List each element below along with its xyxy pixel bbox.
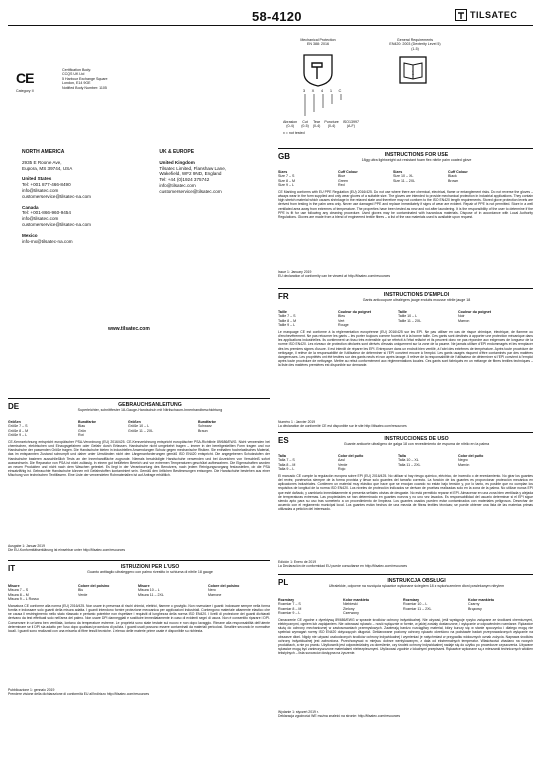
fr-size-table: Taille Couleur du poignet Taille Couleur du poignet Taille 7 – S Bleu Taille 10 – L Noir Taille 8 – M Vert Taille 11 – 2XL Marron Taille 9 – L Rouge <box>278 310 491 328</box>
gb-issue: Issue 1: January 2019 <box>278 270 312 274</box>
es-issue: Edición 1: Enero de 2019 <box>278 560 317 564</box>
label-iso13997: ISO13997 (A-F) <box>342 120 359 129</box>
ce-mark-text: CE <box>16 70 34 86</box>
ca-email[interactable]: info@tilsatec.com <box>22 216 59 222</box>
de-size-table: Größen Bundfarbe Größen Bundfarbe Größe 7 – S Blau Größe 10 – L Schwarz Größe 8 – M Grün Größe 11 – 2XL Braun Größe 9 – L Rot <box>8 420 216 438</box>
it-issue: Pubblicazione 1: gennaio 2019 <box>8 688 55 692</box>
it-footer <box>8 688 270 696</box>
de-issue: Ausgabe 1: Januar 2019 <box>8 544 45 548</box>
it-doc: Prendere visione della dichiarazione di conformità EU all'indirizzo http://tilsatec.com/resources <box>8 692 150 697</box>
us-phone: Tel: +001 877-466-8490 <box>22 182 71 188</box>
certification-body <box>62 68 142 90</box>
cert-body-line: London, E14 9GE <box>62 81 91 86</box>
label-cut: Cut (0-5) <box>301 120 309 129</box>
general-title: General Requirements <box>396 38 434 42</box>
it-subtitle: Guanto antitaglio ultraleggero con palmo rivestito in schiuma di nitrile 18 gauge <box>87 570 213 574</box>
fr-footer <box>278 420 533 428</box>
brand-logo <box>455 9 517 21</box>
mechanical-protection-title <box>288 38 348 47</box>
pl-size-table: Rozmiary Kolor mankietu Rozmiary Kolor mankietu Rozmiar 7 – S Niebieski Rozmiar 10 – L Czarny Rozmiar 8 – M Zielony Rozmiar 11 – 2XL Brązowy Rozmiar 9 – L Czerwony <box>278 598 495 616</box>
uk-title: United Kingdom <box>159 159 195 165</box>
de-footer <box>8 544 270 552</box>
cert-body-line: Notified Body Number: 1105 <box>62 85 107 90</box>
es-footer <box>278 560 533 568</box>
it-rule <box>8 560 270 561</box>
us-email[interactable]: info@tilsatec.com <box>22 187 59 193</box>
pl-rule <box>278 574 533 575</box>
de-subtitle: Superleichter, schnittfester 18-Gauge-Handschuh mit Nitrilschaum-Innenhandbeschichtung <box>77 408 223 412</box>
it-heading <box>30 564 270 574</box>
mx-email[interactable]: info-mx@tilsatec-na.com <box>22 238 73 244</box>
fr-title: INSTRUCTIONS D'EMPLOI <box>383 292 450 298</box>
fr-code: FR <box>278 292 289 301</box>
label-abrasion: Abrasion (0-4) <box>283 120 298 129</box>
pl-title: INSTRUKCJA OBSŁUGI <box>387 578 446 584</box>
general-note: (1-5) <box>411 46 419 51</box>
gb-rule <box>278 148 533 149</box>
pl-doc: Deklaracja zgodności WE można znaleźć na stronie: http://tilsatec.com/resources <box>278 714 401 719</box>
it-body: Marcatura CE conforme alla norma (EU) 2016/425. Non usare in presenza di rischi chimici, elettrici, fiamme o groviglio. Non rovesciare i guanti: indossare sempre nella forma fornita e indossare solo guanti della misura adatta. I guanti intendono fornire protezione meccanica per applicazioni industriali. Contengono materiale altamente elastico che ne causa il restringimento nello stato rilassato e pertanto potrebbe non rispettare i requisiti di lunghezza della norma ISO EN420. I livelli di protezione dei guanti dichiarati derivano da test effettuati solo nell'area del palmo. Non usare DPI danneggiati e sostituire immediatamente in caso di evidenti segni di usura. Non è consentito riparare i DPI. Conservare in un'area ben ventilata, lontano da temperature estreme. Le proprietà sono state testate sul nuovo e non dopo lavaggio. Rimane alla responsabilità dell'utente determinare se il DPI sia adatto per l'uso dopo qualsiasi procedura di pulizia. I guanti usati possono essere contaminati da materiali pericolosi. Smaltire secondo le normative locali. I guanti sono realizzati con una miscela di fibre tessili tecniche. L'elenco delle materie prime usate è disponibile su richiesta. <box>8 604 270 633</box>
north-america-block <box>22 150 129 244</box>
us-title: United States <box>22 176 52 182</box>
gb-code: GB <box>278 152 290 161</box>
gb-size-table: Sizes Cuff Colour Sizes Cuff Colour Size 7 – S Blue Size 10 – XL Black Size 8 – M Green Size 11 – 2XL Brown Size 9 – L Red <box>278 170 468 188</box>
address-line: 2935 E Roone Ave, <box>22 159 62 165</box>
es-body: El marcado CE cumple la regulación europea sobre EPI (EU) 2016/425. No utilizar si hay riesgo químico, eléctrico, de incendio o de enredamiento. No girar los guantes del revés; ponérselos siempre de la forma provista y llevar solo guantes del tamaño correcto. La función de los guantes es proporcionar protección mecánica en aplicaciones industriales. Contienen un material muy elástico que hace que se encojan cuando no están bajo tensión y, por lo tanto, es posible que no cumplan los requisitos de longitud de la norma ISO EN420. Los niveles de protección indicados se derivan de pruebas realizadas solo en la zona de la palma. No utilizar nunca EPI que esté dañado, y cambiarlo inmediatamente si presenta señales obvias de desgaste. No está permitido reparar el EPI. Almacenar en una zona bien ventilada y alejada de temperaturas extremas. Las propiedades se han determinado en guantes nuevos y no uno vez lavados. Es responsabilidad del usuario determinar si el EPI sigue siendo apto para su uso tras someterlo a un procedimiento de limpieza. Los guantes usados pueden estar contaminados con materiales peligrosos. Desechar de acuerdo con el reglamento municipal local. Los guantes están hechos de una mezcla de fibras textiles técnicas; se puede obtener una lista de las materias primas utilizadas a petición del interesado. <box>278 474 533 512</box>
it-title: ISTRUZIONI PER L'USO <box>120 564 180 570</box>
fr-rule <box>278 288 533 289</box>
uk-address-line: Wakefield, WF2 9ND, England <box>159 171 222 177</box>
fr-doc: La déclaration de conformité CE est disponible sur le site http://tilsatec.com/resources <box>278 424 407 429</box>
level-abrasion: 3 <box>302 88 306 93</box>
it-size-table: Misure Colore del polsino Misure Colore del polsino Misura 7 – S Blu Misura 10 – L Nero Misura 8 – M Verde Misura 11 – 2XL Marrone Misura 9 – L Rosso <box>8 584 240 602</box>
mechanical-title: Mechanical Protection <box>300 38 336 42</box>
na-region-title: NORTH AMERICA <box>22 149 65 155</box>
address-line: Eupora, MS 39744, USA <box>22 165 73 171</box>
es-doc: La Declaración de conformidad EU puede consultarse en http://tilsatec.com/resources <box>278 564 408 569</box>
pl-subtitle: Ultralekkie, odporne na rozcięcia rękawice wykonane ściegiem 18 z wykończeniem dłoni powlekanym nitrylem <box>328 584 505 588</box>
website-link[interactable]: www.tilsatec.com <box>108 326 150 332</box>
fr-heading <box>300 292 533 302</box>
tilsatec-logo-icon <box>455 9 467 21</box>
gb-heading <box>300 152 533 162</box>
fr-body: Le marquage CE est conforme à la réglementation européenne (EU) 2016/425 sur les EPI. Ne pas utiliser en cas de risque chimique, électrique, de flamme ou d'enchevêtrement. Ne pas retourner les gants – les porter toujours comme fournis et à la bonne taille. Ces gants sont destinés à apporter une protection mécanique dans les applications industrielles. Ils contiennent un tissu très extensible qui se rétrécit à l'état relâché et ils peuvent donc ne pas répondre aux exigences de longueur de la norme ISO EN420. Les niveaux de protection déclarés sont dérivés d'essais uniquement sur la zone de la paume. Ne jamais utiliser d'EPI endommagés et les remplacer dès les premiers signes d'usure. Il est interdit de réparer les EPI. Entreposer dans un endroit bien ventilé, à l'abri des extrêmes de température. Après toute procédure de nettoyage, il relève de la responsabilité de l'utilisateur de déterminer si l'EPI convient encore à l'emploi. Les gants usagés risquent d'être contaminés par des matières dangereuses. Les propriétés ont été testées sur des gants neufs et non après lavage. Il relève de la responsabilité de l'utilisateur de déterminer si l'EPI convient à l'emploi après toute procédure de nettoyage. Mettre au rebut conformément aux réglementations locales. Ces gants sont fabriqués en un mélange de fibres textiles techniques – la liste des matières premières est disponible sur demande. <box>278 330 533 368</box>
svg-text:i: i <box>412 69 414 77</box>
general-requirements-title <box>370 38 460 51</box>
level-leader-lines <box>302 94 342 118</box>
level-tear: 4 <box>320 88 324 93</box>
eu-region-title: UK & EUROPE <box>159 149 195 155</box>
es-size-table: Talla Color del puño Talla Color del puño Talla 7 – S Azul Talla 10 – XL Negro Talla 8 – M Verde Talla 11 – 2XL Marrón Talla 9 – L Rojo <box>278 454 484 472</box>
level-labels <box>283 120 359 129</box>
uk-email[interactable]: info@tilsatec.com <box>159 182 196 188</box>
mechanical-std: EN 388: 2016 <box>307 42 329 47</box>
es-title: INSTRUCCIONES DE USO <box>384 436 449 442</box>
cert-body-title: Certification Body: <box>62 68 92 72</box>
product-code: 58-4120 <box>252 9 302 24</box>
brand-name: TILSATEC <box>470 10 518 20</box>
es-heading <box>300 436 533 446</box>
level-cut: X <box>311 88 315 93</box>
de-code: DE <box>8 402 20 411</box>
cert-body-line: 5 Harbour Exchange Square <box>62 76 108 81</box>
pl-issue: Wydanie 1: styczeń 2019 r. <box>278 710 319 714</box>
ca-phone: Tel: +001-866-960-9454 <box>22 210 71 216</box>
us-service-email[interactable]: customerservice@tilsatec-na.com <box>22 193 91 199</box>
uk-phone: Tel: +44 (0)1924 375742 <box>159 177 210 183</box>
level-puncture: 1 <box>329 88 333 93</box>
de-doc: Die EU-Konformitätserklärung ist einsehbar unter http://tilsatec.com/resources <box>8 548 126 553</box>
fr-subtitle: Gants anticoupure ultralégers jauge enduits mousse nitrile jauge 18 <box>362 298 471 302</box>
ce-mark <box>16 70 34 93</box>
pl-body: Oznaczenie CE zgodne z dyrektywą 89/686/EWG w sprawie środków ochrony indywidualnej. Nie używać, jeśli występuje ryzyko związane ze środkami chemicznymi, elektrycznymi, ogniem lub zaplątaniem. Nie odwracać rękawic – nosić wyłącznie w formie, w jakiej zostały dostarczone, i wyłącznie w odpowiednim rozmiarze. Rękawice służą do ochrony mechanicznej w zastosowaniach przemysłowych. Zawierają bardzo rozciągliwy materiał, który kurczy się w stanie spoczynku i dlatego mogą nie spełniać wymagań normy ISO EN420 dotyczących długości. Deklarowane poziomy ochrony rękawic określono na podstawie badań przeprowadzonych wyłącznie na obszarze dłoni. Nigdy nie używać uszkodzonych środków ochrony indywidualnej i wymieniać je natychmiast w przypadku widocznych oznak zużycia. Naprawa środków ochrony indywidualnej jest zabroniona. Przechowywać w miejscu dobrze wentylowanym, z dala od ekstremalnych temperatur. Właściwości zbadano na nowych produktach, a nie po praniu. Użytkownik jest odpowiedzialny za określenie, czy środek ochrony indywidualnej nadaje się do użytku po procedurze czyszczenia. Używane rękawice mogą być zanieczyszczone materiałami niebezpiecznymi. Utylizować zgodnie z lokalnymi przepisami. Rękawice wykonane są z mieszanki technicznych włókien tekstylnych – lista surowców dostępna na życzenie. <box>278 618 533 656</box>
addresses <box>22 150 262 244</box>
uk-service-email[interactable]: customerservice@tilsatec.com <box>159 188 222 194</box>
gb-body: CE Marking conforms with EU PPE Regulation (EU) 2016/425. Do not use where there are chemical, electrical, flame or entanglement risks. Do not reverse the gloves – always wear in the form supplied and only wear gloves of a suitable size. The gloves are intended to provide mechanical protection in industrial applications. They contain high stretch material which causes shrinkage in the relaxed state and therefore may not conform to the ISO EN420 length requirements. Stored glove protection levels are derived from testing in the palm area only. Never use damaged PPE and replace immediately if signs of wear are evident. Repair of PPE is not permitted. Store in a well ventilated area away from extremes of temperature. The properties have been tested as new and not after laundering. It is the responsibility of the user to determine if the PPE is fit for use following any cleaning procedure. Used gloves may be contaminated with hazardous materials. Dispose of in accordance with Local Authority Regulations. Gloves are made from a blend of engineered textile fibres – a list of the raw materials used is available upon request. <box>278 190 533 219</box>
de-title: GEBRAUCHSANLEITUNG <box>118 402 182 408</box>
not-tested-note: x = not tested <box>283 131 305 135</box>
it-code: IT <box>8 564 16 573</box>
gb-doc: EU declaration of conformity can be viewed at http://tilsatec.com/resources <box>278 274 391 279</box>
label-puncture: Puncture (0-4) <box>324 120 339 129</box>
book-info-icon <box>398 55 428 85</box>
header-rule <box>8 25 533 26</box>
general-std: EN420: 2003 (Dexterity Level 5) <box>389 42 441 47</box>
es-rule <box>278 432 533 433</box>
es-subtitle: Guante anticorte ultraligero de galga 18 con revestimiento de espuma de nitrilo en la palma <box>343 442 490 446</box>
es-code: ES <box>278 436 289 445</box>
gb-footer <box>278 270 533 278</box>
pl-heading <box>300 578 533 588</box>
de-heading <box>30 402 270 412</box>
gb-title: INSTRUCTIONS FOR USE <box>384 152 449 158</box>
label-tear: Tear (0-4) <box>312 120 321 129</box>
cert-body-line: CCQS UK Ltd <box>62 72 85 77</box>
category-label: Category II <box>16 89 34 93</box>
mx-title: Mexico <box>22 232 38 238</box>
de-rule <box>8 398 270 399</box>
gb-subtitle: 18gg ultra lightweight cut resistant foam flex nitrile palm coated glove <box>361 158 472 162</box>
de-body: CE-Kennzeichnung entspricht europäischer PSA-Verordnung (EU) 2016/425. CE-Kennzeichnung entspricht europäischer PSA-Richtlinie 89/686/EWG. Nicht verwenden bei chemischen, elektrischen und Einzugsgefahren oder Gefahr durch Erfassen. Handschuhe nicht umgekehrt tragen – immer in der bereitgestellten Form tragen und nur Handschuhe der passenden Größe tragen. Die Handschuhe bieten in industriellen Anwendungen Schutz gegen mechanische Risiken. Sie enthalten hochelastisches Material, das im entspannten Zustand schrumpft und daher unter Umständen nicht den Längenanforderungen gemäß ISO EN420 entspricht. Die angegebenen Schutzstufen der Handschuhe basieren ausschließlich Tests an der Innenhandfläche zugrunde. Niemals beschädigte Handschuhe verwenden und bei Anzeichen von Verschleiß sofort auswechseln. Die Reparatur von PSA ist nicht zulässig. In einem gut belüfteten Bereich und vor extremen Temperaturen geschützt aufbewahren. Die Eigenschaften wurden an neuen Produkten und nicht nach dem Waschen getestet. Es liegt in der Verantwortung des Benutzers, nach jedem Reinigungsvorgang festzustellen, ob die PSA einsatzfähig ist. Gebrauchte Handschuhe können mit Gefahrstoffen kontaminiert sein. Gemäß den örtlichen Bestimmungen entsorgen. Die Handschuhe bestehen aus einer Mischung von technischen Textilfasern. Eine Liste der verwendeten Rohmaterialien ist auf Anfrage erhältlich. <box>8 440 270 478</box>
protection-levels <box>301 88 343 93</box>
level-iso13997: C <box>338 88 342 93</box>
fr-issue: Numéro 1 : Janvier 2019 <box>278 420 316 424</box>
ca-service-email[interactable]: customerservice@tilsatec-na.com <box>22 221 91 227</box>
ca-title: Canada <box>22 204 39 210</box>
pl-code: PL <box>278 578 289 587</box>
uk-address-line: Tilsatec Limited, Flanshaw Lane, <box>159 165 227 171</box>
hammer-shield-icon <box>300 53 336 87</box>
uk-europe-block <box>159 150 262 244</box>
pl-footer <box>278 710 533 718</box>
